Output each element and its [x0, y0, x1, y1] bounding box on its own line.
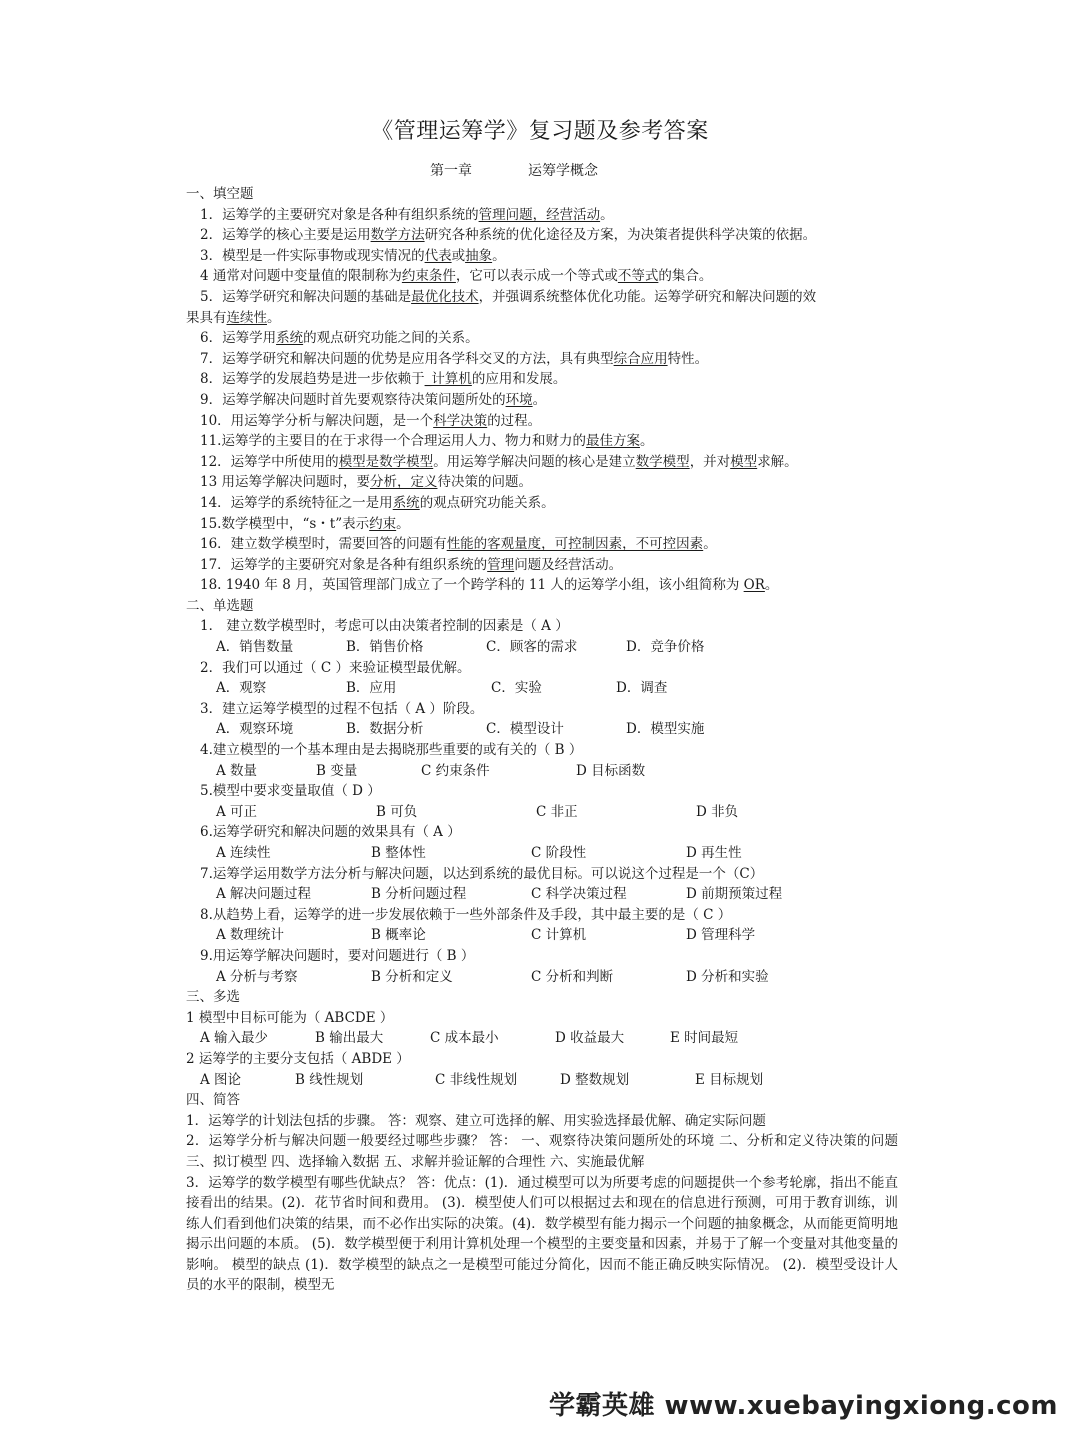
chapter-number: 第一章: [430, 163, 472, 179]
chapter-name: 运筹学概念: [528, 163, 598, 179]
single-options-6: A 连续性 B 整体性 C 阶段性 D 再生性: [216, 845, 742, 861]
single-question-3: 3．建立运筹学模型的过程不包括（ A ）阶段。: [200, 700, 484, 717]
single-options-4: A 数量 B 变量 C 约束条件 D 目标函数: [216, 762, 646, 779]
fill-item-2: 2．运筹学的核心主要是运用数学方法研究各种系统的优化途径及方案，为决策者提供科学决策的依据。: [200, 227, 817, 244]
short-answer-2: 2．运筹学分析与解决问题一般要经过哪些步骤？ 答： 一、观察待决策问题所处的环境 二、分析和定义待决策的问题 三、拟订模型 四、选择输入数据 五、求解并验证解的合理性 六、实施最优解: [186, 1133, 898, 1170]
fill-item-1: 1．运筹学的主要研究对象是各种有组织系统的管理问题，经营活动。: [200, 206, 614, 223]
section-heading-short-answer: 四、简答: [186, 1092, 240, 1109]
single-options-7: A 解决问题过程 B 分析问题过程 C 科学决策过程 D 前期预策过程: [216, 886, 783, 903]
fill-item-18: 18. 1940 年 8 月，英国管理部门成立了一个跨学科的 11 人的运筹学小组，该小组简称为 OR。: [200, 577, 779, 594]
fill-item-6: 6．运筹学用系统的观点研究功能之间的关系。: [200, 330, 479, 347]
site-watermark: 学霸英雄 www.xuebayingxiong.com: [549, 1391, 1058, 1421]
single-question-6: 6.运筹学研究和解决问题的效果具有（ A ）: [200, 824, 461, 841]
fill-item-15: 15.数学模型中，“s・t”表示约束。: [200, 515, 410, 532]
multi-question-2: 2 运筹学的主要分支包括（ ABDE ）: [186, 1050, 410, 1067]
single-question-8: 8.从趋势上看，运筹学的进一步发展依赖于一些外部条件及手段，其中最主要的是（ C ）: [200, 906, 732, 923]
single-question-7: 7.运筹学运用数学方法分析与解决问题，以达到系统的最优目标。可以说这个过程是一个（C）: [200, 865, 764, 882]
short-answer-1: 1．运筹学的计划法包括的步骤。 答：观察、建立可选择的解、用实验选择最优解、确定实际问题: [186, 1112, 766, 1129]
fill-item-11: 11.运筹学的主要目的在于求得一个合理运用人力、物力和财力的最佳方案。: [200, 433, 654, 450]
fill-item-8: 8．运筹学的发展趋势是进一步依赖于_计算机的应用和发展。: [200, 371, 567, 388]
short-answer-3: 3．运筹学的数学模型有哪些优缺点？ 答：优点：(1)．通过模型可以为所要考虑的问题提供一个参考轮廓，指出不能直接看出的结果。(2)．花节省时间和费用。 (3)．模型使人们可以根据过去和现在的信息进行预测，可用于教育训练，训练人们看到他们决策的结果，而不必作出实际的决策。(4)．数学模型有能力揭示一个问题的抽象概念，从而能更简明地揭示出问题的本质。 (5)．数学模型便于利用计算机处理一个模型的主要变量和因素，并易于了解一个变量对其他变量的影响。 模型的缺点 (1)．数学模型的缺点之一是模型可能过分简化，因而不能正确反映实际情况。 (2)．模型受设计人员的水平的限制，模型无: [186, 1174, 898, 1294]
fill-item-12: 12．运筹学中所使用的模型是数学模型。用运筹学解决问题的核心是建立数学模型，并对模型求解。: [200, 453, 798, 470]
chapter-heading: [430, 160, 598, 180]
single-options-5: A 可正 B 可负 C 非正 D 非负: [216, 803, 739, 820]
fill-item-13: 13 用运筹学解决问题时，要分析，定义待决策的问题。: [200, 474, 532, 491]
fill-item-10: 10．用运筹学分析与解决问题，是一个科学决策的过程。: [200, 412, 542, 429]
section-heading-single-choice: 二、单选题: [186, 597, 254, 614]
single-options-1: A．销售数量 B．销售价格 C．顾客的需求 D．竞争价格: [216, 639, 705, 656]
fill-item-9: 9．运筹学解决问题时首先要观察待决策问题所处的环境。: [200, 391, 547, 408]
section-heading-fill-blank: 一、填空题: [186, 186, 254, 202]
single-question-1: 1． 建立数学模型时，考虑可以由决策者控制的因素是（ A ）: [200, 618, 569, 635]
single-question-9: 9.用运筹学解决问题时，要对问题进行（ B ）: [200, 947, 475, 964]
fill-item-16: 16．建立数学模型时，需要回答的问题有性能的客观量度，可控制因素，不可控因素。: [200, 536, 717, 553]
fill-item-14: 14．运筹学的系统特征之一是用系统的观点研究功能关系。: [200, 494, 555, 511]
multi-question-1: 1 模型中目标可能为（ ABCDE ）: [186, 1009, 394, 1026]
single-options-2: A．观察 B．应用 C．实验 D．调查: [216, 680, 668, 697]
single-question-4: 4.建立模型的一个基本理由是去揭晓那些重要的或有关的（ B ）: [200, 742, 583, 759]
fill-item-7: 7．运筹学研究和解决问题的优势是应用各学科交叉的方法，具有典型综合应用特性。: [200, 350, 709, 367]
multi-options-1: A 输入最少 B 输出最大 C 成本最小 D 收益最大 E 时间最短: [200, 1030, 739, 1047]
multi-options-2: A 图论 B 线性规划 C 非线性规划 D 整数规划 E 目标规划: [200, 1071, 764, 1088]
document-title: 《管理运筹学》复习题及参考答案: [371, 119, 709, 144]
single-options-8: A 数理统计 B 概率论 C 计算机 D 管理科学: [216, 927, 756, 944]
single-question-5: 5.模型中要求变量取值（ D ）: [200, 783, 381, 800]
fill-item-4: 4 通常对问题中变量值的限制称为约束条件，它可以表示成一个等式或不等式的集合。: [200, 268, 713, 285]
fill-item-3: 3．模型是一件实际事物或现实情况的代表或抽象。: [200, 247, 506, 264]
fill-item-17: 17．运筹学的主要研究对象是各种有组织系统的管理问题及经营活动。: [200, 556, 623, 573]
fill-item-5: 5．运筹学研究和解决问题的基础是最优化技术，并强调系统整体优化功能。运筹学研究和解决问题的效: [200, 288, 817, 305]
document-body: [186, 184, 898, 1296]
fill-item-5-cont: 果具有连续性。: [186, 309, 281, 326]
section-heading-multi-choice: 三、多选: [186, 989, 240, 1006]
single-options-9: A 分析与考察 B 分析和定义 C 分析和判断 D 分析和实验: [216, 968, 769, 985]
single-question-2: 2．我们可以通过（ C ）来验证模型最优解。: [200, 659, 471, 676]
single-options-3: A．观察环境 B．数据分析 C．模型设计 D．模型实施: [216, 721, 705, 738]
